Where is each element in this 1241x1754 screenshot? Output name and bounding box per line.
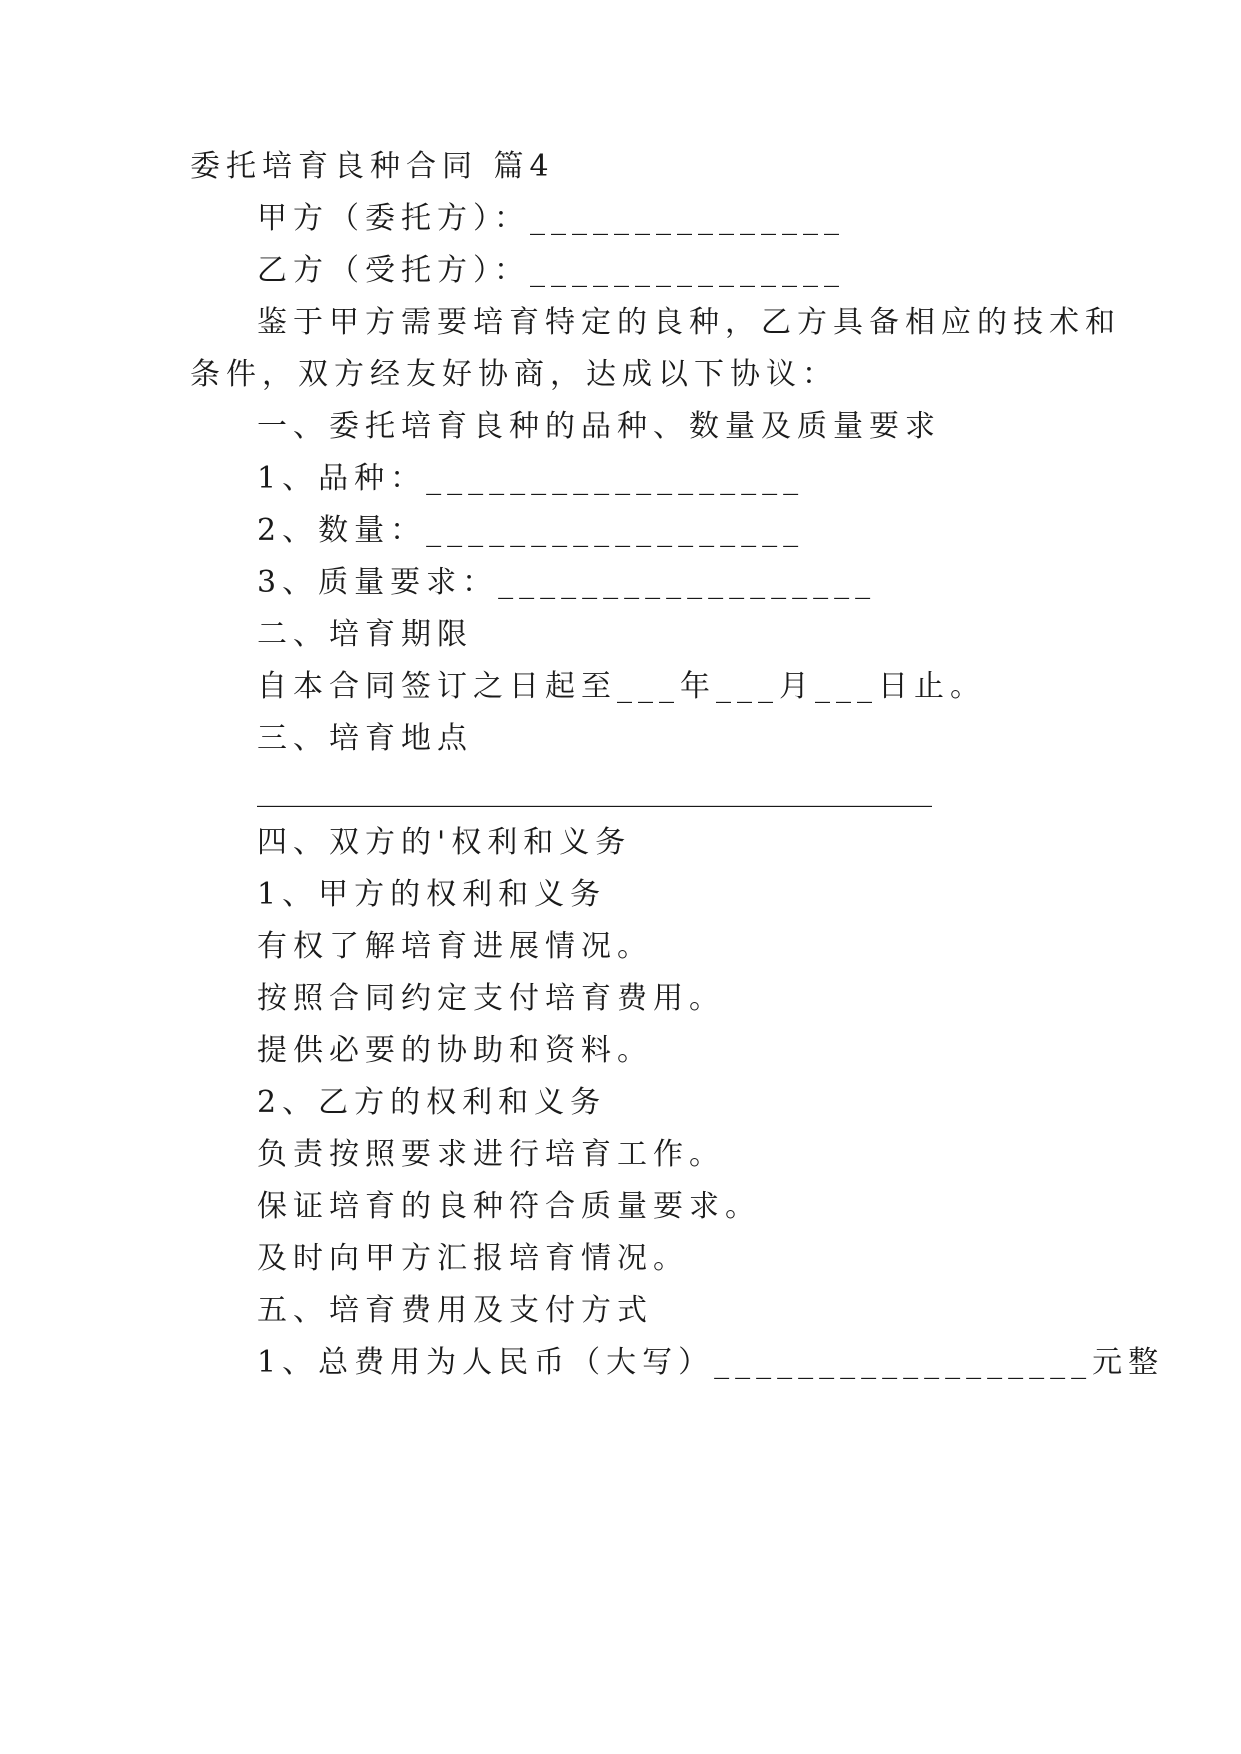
party-a-right-2: 按照合同约定支付培育费用。	[257, 981, 725, 1016]
party-a-rights-heading: 1、甲方的权利和义务	[257, 877, 607, 912]
section-4-heading: 四、双方的'权利和义务	[257, 825, 632, 860]
total-fee-line: 1、总费用为人民币（大写）__________________元整	[257, 1345, 1165, 1380]
party-a-right-3: 提供必要的协助和资料。	[257, 1033, 653, 1068]
preamble-line-2: 条件，双方经友好协商，达成以下协议：	[190, 357, 838, 392]
section-2-heading: 二、培育期限	[257, 617, 473, 652]
party-b-right-3: 及时向甲方汇报培育情况。	[257, 1241, 689, 1276]
party-b-right-1: 负责按照要求进行培育工作。	[257, 1137, 725, 1172]
party-a-right-1: 有权了解培育进展情况。	[257, 929, 653, 964]
party-b-line: 乙方（受托方）：_______________	[257, 253, 845, 288]
section-3-heading: 三、培育地点	[257, 721, 473, 756]
document-title: 委托培育良种合同 篇4	[190, 149, 555, 184]
section-5-heading: 五、培育费用及支付方式	[257, 1293, 653, 1328]
variety-line: 1、品种：__________________	[257, 461, 805, 496]
period-line: 自本合同签订之日起至___年___月___日止。	[257, 669, 986, 704]
party-b-right-2: 保证培育的良种符合质量要求。	[257, 1189, 761, 1224]
preamble-line-1: 鉴于甲方需要培育特定的良种，乙方具备相应的技术和	[257, 305, 1121, 340]
party-b-rights-heading: 2、乙方的权利和义务	[257, 1085, 607, 1120]
location-line: _____________________________________________	[257, 773, 932, 808]
section-1-heading: 一、委托培育良种的品种、数量及质量要求	[257, 409, 941, 444]
quantity-line: 2、数量：__________________	[257, 513, 805, 548]
quality-line: 3、质量要求：__________________	[257, 565, 877, 600]
party-a-line: 甲方（委托方）：_______________	[257, 201, 845, 236]
